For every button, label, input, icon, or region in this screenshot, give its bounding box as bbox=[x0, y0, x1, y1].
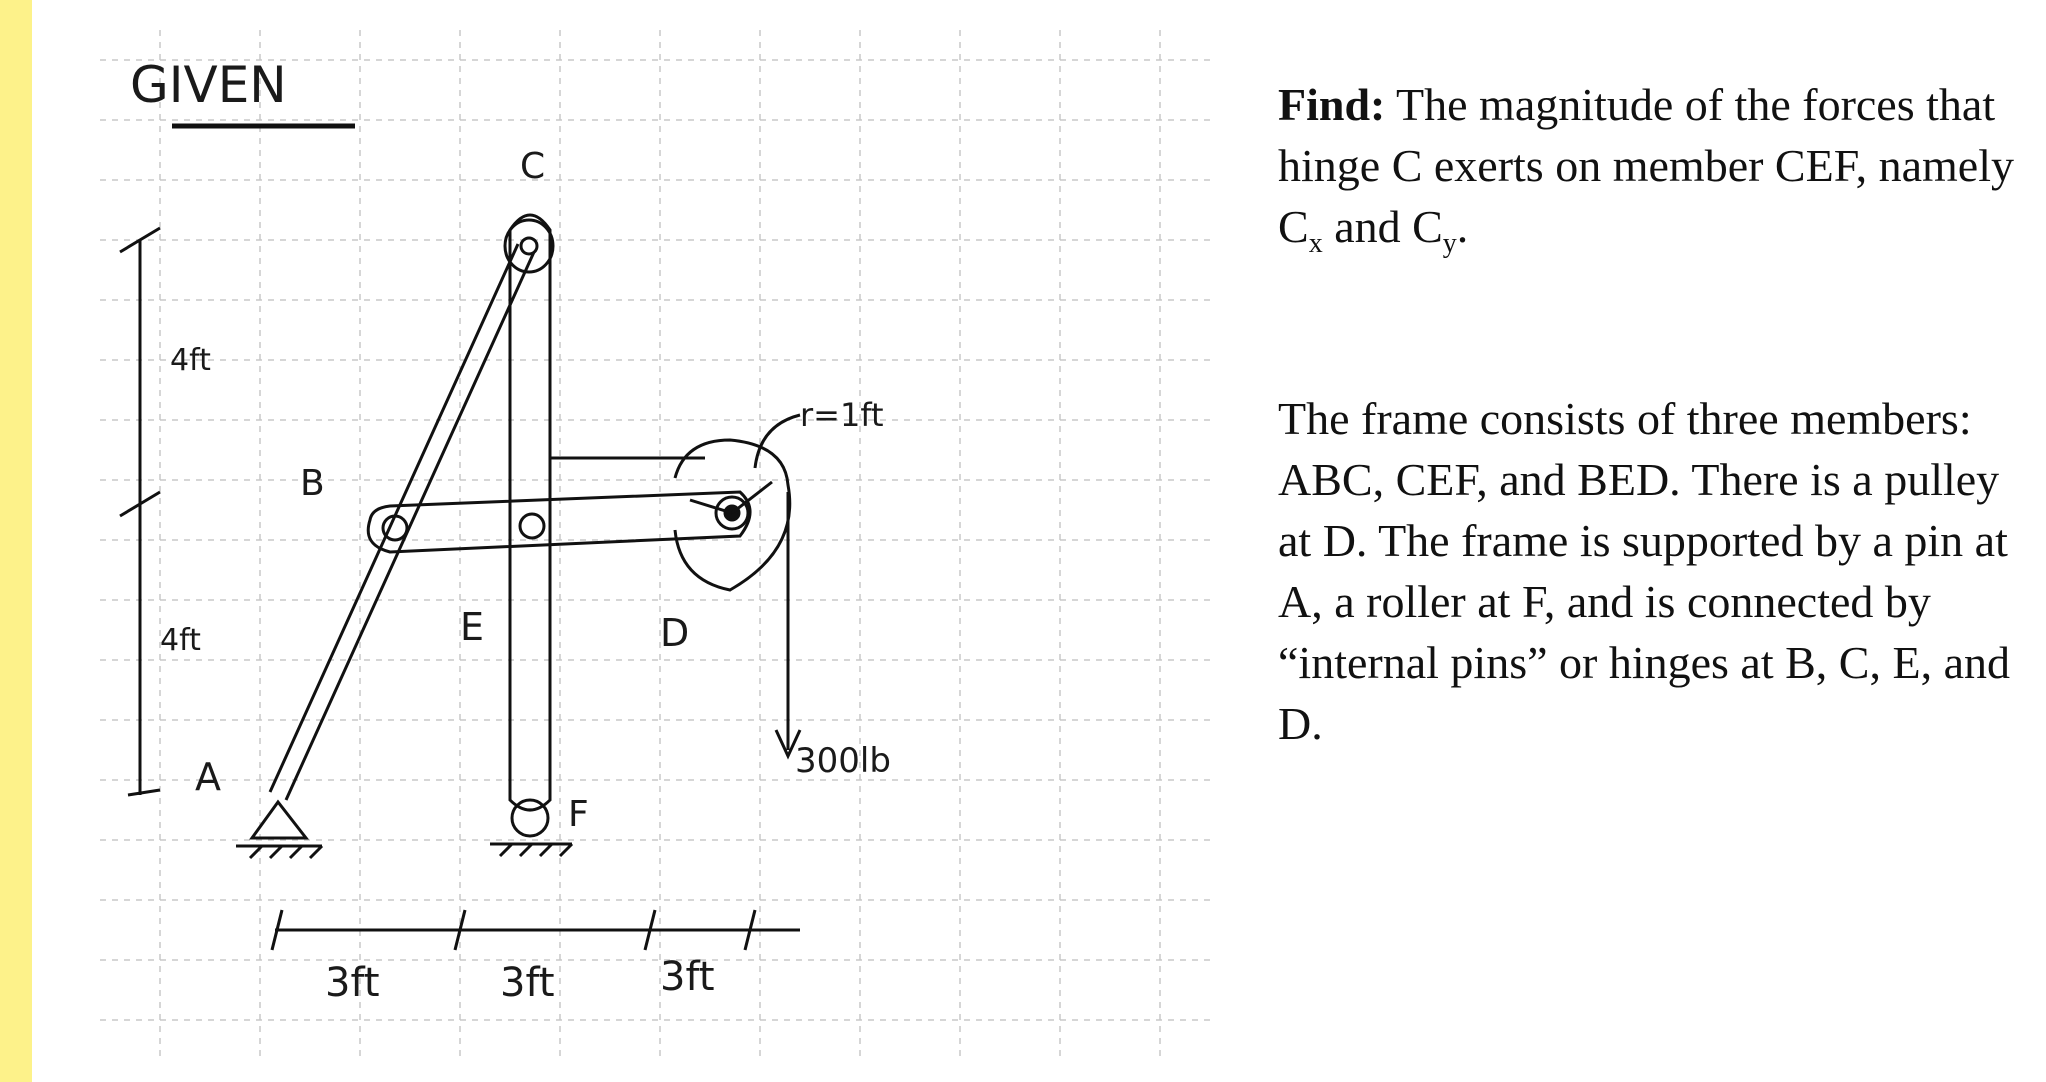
graph-paper-grid bbox=[100, 30, 1210, 1060]
frame-description: The frame consists of three members: ABC, CEF, and BED. There is a pulley at D. The frame is supported by a pin at A, a roller at F, and is connected by “internal pins” or hinges at B, C, E, and D. bbox=[1278, 393, 2011, 749]
dim-3ft-1: 3ft bbox=[325, 960, 380, 1006]
radius-label: r=1ft bbox=[800, 396, 884, 434]
label-a: A bbox=[195, 755, 221, 799]
frame-sketch bbox=[100, 30, 1220, 1070]
dim-3ft-3: 3ft bbox=[660, 954, 715, 1000]
left-accent-band bbox=[0, 0, 32, 1082]
dim-upper-4ft: 4ft bbox=[170, 343, 211, 378]
find-text-1: The magnitude of the forces that hinge C exerts on member CEF, namely C bbox=[1278, 79, 2014, 252]
label-b: B bbox=[300, 463, 325, 504]
vertical-dimension bbox=[120, 228, 160, 795]
find-label: Find: bbox=[1278, 79, 1386, 130]
dim-lower-4ft: 4ft bbox=[160, 623, 201, 658]
pin-support-a bbox=[236, 802, 322, 858]
label-d: D bbox=[660, 611, 690, 655]
given-heading: GIVEN bbox=[130, 56, 287, 114]
rope-and-load bbox=[776, 492, 800, 756]
find-text-3: . bbox=[1456, 201, 1469, 252]
frame-diagram bbox=[100, 30, 1220, 1070]
label-f: F bbox=[568, 794, 589, 835]
label-e: E bbox=[460, 605, 485, 649]
pulley-d bbox=[550, 440, 790, 590]
find-text-2: and C bbox=[1322, 201, 1443, 252]
find-statement bbox=[1278, 74, 2018, 260]
horizontal-dimension bbox=[272, 910, 800, 950]
find-sub-y: y bbox=[1442, 228, 1457, 260]
find-sub-x: x bbox=[1308, 228, 1323, 260]
label-c: C bbox=[520, 146, 546, 187]
dim-3ft-2: 3ft bbox=[500, 960, 555, 1006]
load-300lb: 300lb bbox=[795, 741, 891, 781]
